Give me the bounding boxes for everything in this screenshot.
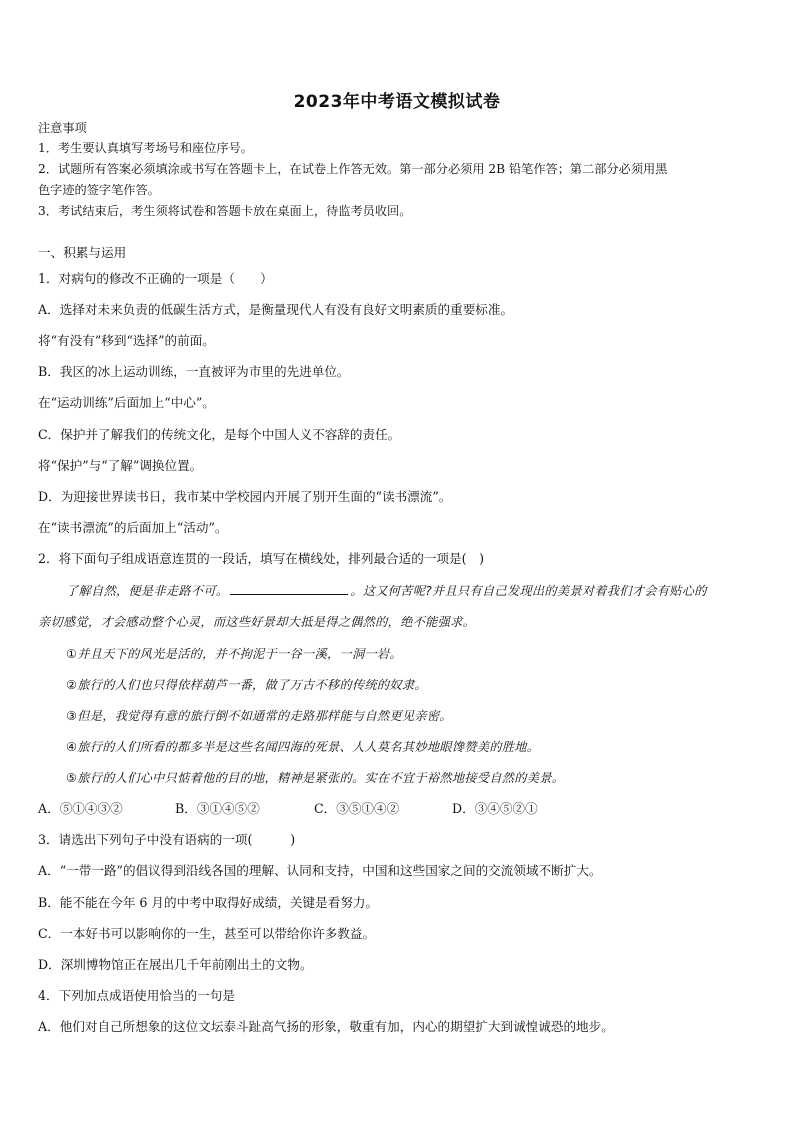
q3-line: B．能不能在今年 6 月的中考中取得好成绩，关键是看努力。 — [38, 895, 379, 910]
q2-passage-part: 了解自然，便是非走路不可。 — [66, 584, 229, 598]
q4-line: A．他们对自己所想象的这位文坛泰斗趾高气扬的形象，敬重有加，内心的期望扩大到诚惶诚恐的地步。 — [38, 1019, 614, 1034]
page-title: 2023年中考语文模拟试卷 — [293, 92, 501, 112]
q4-stem: 4．下列加点成语使用恰当的一句是 — [38, 988, 235, 1003]
q1-line: D．为迎接世界读书日，我市某中学校园内开展了别开生面的“读书漂流”。 — [38, 489, 452, 504]
q2-option-b: B．③①④⑤② — [175, 801, 260, 816]
q1-line: 在“读书漂流”的后面加上“活动”。 — [38, 520, 228, 535]
q2-sentence: ⑤旅行的人们心中只惦着他的目的地，精神是紧张的。实在不宜于裕然地接受自然的美景。 — [66, 771, 565, 785]
notice-heading: 注意事项 — [38, 121, 87, 135]
q2-option-d: D．③④⑤②① — [452, 801, 538, 816]
q2-sentence: ②旅行的人们也只得依样葫芦一番，做了万古不移的传统的奴隶。 — [66, 678, 427, 692]
q2-passage-part: 。这又何苦呢?并且只有自己发现出的美景对着我们才会有贴心的 — [350, 584, 707, 598]
q2-sentence: ③但是，我觉得有意的旅行倒不如通常的走路那样能与自然更见亲密。 — [66, 709, 452, 723]
q1-line: A．选择对未来负责的低碳生活方式，是衡量现代人有没有良好文明素质的重要标准。 — [38, 302, 514, 317]
q3-line: C．一本好书可以影响你的一生，甚至可以带给你许多教益。 — [38, 926, 376, 941]
section-heading: 一、积累与运用 — [38, 245, 127, 260]
notice-item: 2．试题所有答案必须填涂或书写在答题卡上，在试卷上作答无效。第一部分必须用 2B 铅笔作答；第二部分必须用黑 — [38, 162, 668, 176]
q1-line: 将“有没有”移到“选择”的前面。 — [38, 333, 215, 348]
notice-item: 色字迹的签字笔作答。 — [38, 183, 160, 197]
q3-stem: 3．请选出下列句子中没有语病的一项( ) — [38, 832, 296, 847]
q1-line: 在“运动训练”后面加上“中心”。 — [38, 395, 215, 410]
q2-sentence: ④旅行的人们所看的都多半是这些名闻四海的死景、人人莫名其妙地眼馋赞美的胜地。 — [66, 740, 540, 754]
q3-line: D．深圳博物馆正在展出几千年前刚出土的文物。 — [38, 957, 313, 972]
q2-stem: 2．将下面句子组成语意连贯的一段话，填写在横线处，排列最合适的一项是( ) — [38, 551, 485, 566]
notice-item: 3．考试结束后，考生须将试卷和答题卡放在桌面上，待监考员收回。 — [38, 204, 412, 218]
answer-blank[interactable] — [230, 583, 348, 595]
q2-option-a: A．⑤①④③② — [38, 801, 123, 816]
q1-line: B．我区的冰上运动训练，一直被评为市里的先进单位。 — [38, 364, 350, 379]
q2-passage-line — [66, 583, 707, 599]
q1-line: 将“保护”与“了解”调换位置。 — [38, 458, 203, 473]
q2-sentence: ①并且天下的风光是活的，并不拘泥于一谷一溪，一洞一岩。 — [66, 647, 402, 661]
notice-item: 1．考生要认真填写考场号和座位序号。 — [38, 141, 253, 155]
q1-stem: 1．对病句的修改不正确的一项是（ ） — [38, 271, 273, 286]
q3-line: A．“一带一路”的倡议得到沿线各国的理解、认同和支持，中国和这些国家之间的交流领域不断扩大。 — [38, 863, 602, 878]
q2-passage-line: 亲切感觉，才会感动整个心灵，而这些好景却大抵是得之偶然的，绝不能强求。 — [38, 615, 476, 629]
q1-line: C．保护并了解我们的传统文化，是每个中国人义不容辞的责任。 — [38, 427, 401, 442]
q2-option-c: C．③⑤①④② — [314, 801, 400, 816]
